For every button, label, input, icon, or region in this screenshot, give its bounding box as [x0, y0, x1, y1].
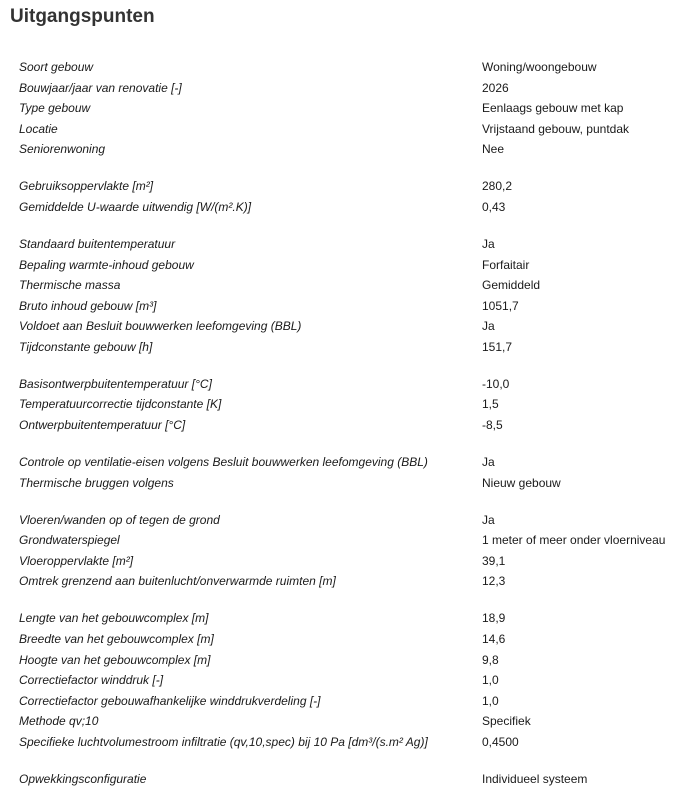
parameter-label: Bruto inhoud gebouw [m³] [19, 298, 157, 313]
parameter-row [0, 234, 699, 255]
parameter-label: Lengte van het gebouwcomplex [m] [19, 611, 209, 626]
parameter-row [0, 337, 699, 358]
parameter-value: 280,2 [482, 179, 513, 194]
parameter-value: 2026 [482, 80, 509, 95]
parameter-value: 0,43 [482, 199, 506, 214]
parameter-row [0, 119, 699, 140]
parameter-value: -10,0 [482, 376, 510, 391]
parameter-row [0, 197, 699, 218]
parameter-value: 18,9 [482, 611, 506, 626]
parameter-label: Temperatuurcorrectie tijdconstante [K] [19, 397, 222, 412]
parameter-value: Vrijstaand gebouw, puntdak [482, 121, 629, 136]
parameter-label: Opwekkingsconfiguratie [19, 771, 147, 786]
parameter-row [0, 732, 699, 753]
parameter-row [0, 452, 699, 473]
parameter-value: 14,6 [482, 632, 506, 646]
parameter-label: Locatie [19, 121, 58, 136]
parameters-list [0, 57, 699, 790]
parameter-label: Voldoet aan Besluit bouwwerken leefomgeving (BBL) [19, 319, 302, 334]
parameter-row [0, 473, 699, 494]
parameter-row [0, 415, 699, 436]
parameter-row [0, 316, 699, 337]
parameter-value: Woning/woongebouw [482, 60, 597, 74]
parameter-label: Omtrek grenzend aan buitenlucht/onverwarmde ruimten [m] [19, 574, 336, 589]
parameter-label: Methode qv;10 [19, 714, 99, 729]
parameter-label: Standaard buitentemperatuur [19, 236, 176, 251]
parameter-value: 0,4500 [482, 734, 519, 749]
parameter-label: Hoogte van het gebouwcomplex [m] [19, 652, 211, 667]
parameter-row [0, 255, 699, 276]
parameter-value: 1,0 [482, 693, 499, 708]
page-title: Uitgangspunten [10, 6, 155, 27]
parameter-value: 9,8 [482, 652, 499, 667]
parameter-row [0, 650, 699, 671]
parameter-row [0, 769, 699, 790]
parameter-value: 39,1 [482, 553, 506, 568]
parameter-row [0, 98, 699, 119]
parameter-row [0, 551, 699, 572]
parameter-value: Nieuw gebouw [482, 475, 561, 490]
parameter-row [0, 691, 699, 712]
parameter-row [0, 530, 699, 551]
parameter-row [0, 394, 699, 415]
parameter-row [0, 139, 699, 160]
parameter-label: Basisontwerpbuitentemperatuur [°C] [19, 376, 212, 391]
parameter-label: Grondwaterspiegel [19, 533, 120, 548]
parameter-row [0, 374, 699, 395]
parameter-label: Thermische massa [19, 278, 121, 293]
parameter-value: 1 meter of meer onder vloerniveau [482, 533, 666, 548]
parameter-value: Ja [482, 319, 495, 334]
parameter-value: Individueel systeem [482, 771, 588, 786]
parameter-label: Controle op ventilatie-eisen volgens Besluit bouwwerken leefomgeving (BBL) [19, 455, 428, 470]
parameter-label: Type gebouw [19, 101, 91, 116]
parameter-value: Forfaitair [482, 257, 530, 272]
parameter-value: 12,3 [482, 574, 506, 589]
parameter-row [0, 670, 699, 691]
parameter-label: Breedte van het gebouwcomplex [m] [19, 632, 214, 646]
parameter-label: Gebruiksoppervlakte [m²] [19, 179, 154, 194]
parameter-label: Vloeroppervlakte [m²] [19, 553, 134, 568]
parameter-label: Gemiddelde U-waarde uitwendig [W/(m².K)] [19, 199, 252, 214]
parameter-label: Thermische bruggen volgens [19, 475, 174, 490]
parameter-label: Tijdconstante gebouw [h] [19, 339, 153, 354]
parameter-label: Vloeren/wanden op of tegen de grond [19, 512, 220, 527]
parameter-label: Seniorenwoning [19, 142, 106, 157]
parameter-label: Bouwjaar/jaar van renovatie [-] [19, 80, 182, 95]
parameter-label: Ontwerpbuitentemperatuur [°C] [19, 418, 186, 433]
parameter-value: Ja [482, 512, 495, 527]
parameter-label: Correctiefactor gebouwafhankelijke winddrukverdeling [-] [19, 693, 321, 708]
parameter-label: Soort gebouw [19, 60, 94, 74]
parameter-row [0, 629, 699, 650]
parameter-value: Gemiddeld [482, 278, 541, 293]
parameter-value: Nee [482, 142, 505, 157]
parameter-row [0, 176, 699, 197]
parameter-value: Ja [482, 455, 495, 470]
parameter-row [0, 571, 699, 592]
parameter-value: 1,0 [482, 673, 499, 688]
parameter-label: Correctiefactor winddruk [-] [19, 673, 164, 688]
parameter-row [0, 78, 699, 99]
parameter-row [0, 296, 699, 317]
parameter-row [0, 57, 699, 78]
parameter-value: -8,5 [482, 418, 503, 433]
parameter-value: Specifiek [482, 714, 531, 729]
parameter-value: 151,7 [482, 339, 513, 354]
parameter-row [0, 275, 699, 296]
parameter-value: Eenlaags gebouw met kap [482, 101, 624, 116]
parameter-row [0, 711, 699, 732]
parameter-row [0, 608, 699, 629]
parameter-value: 1051,7 [482, 298, 519, 313]
parameter-label: Bepaling warmte-inhoud gebouw [19, 257, 194, 272]
parameter-value: Ja [482, 236, 495, 251]
parameter-value: 1,5 [482, 397, 499, 412]
parameter-label: Specifieke luchtvolumestroom infiltratie (qv,10,spec) bij 10 Pa [dm³/(s.m² Ag)] [19, 734, 428, 749]
parameter-row [0, 510, 699, 531]
